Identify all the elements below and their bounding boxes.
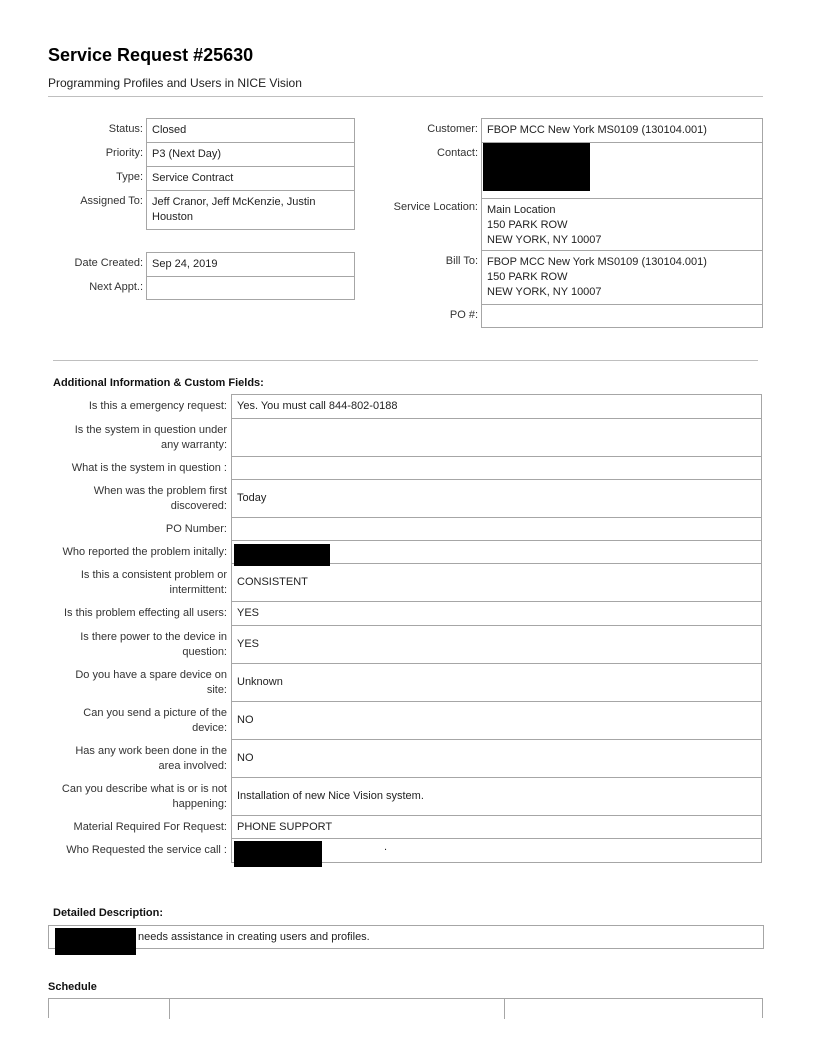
table-row	[56, 602, 762, 626]
assigned-to-value: Jeff Cranor, Jeff McKenzie, Justin Houston	[146, 190, 355, 230]
table-row	[56, 480, 762, 518]
service-location-line2: 150 PARK ROW	[487, 219, 568, 231]
status-value: Closed	[146, 118, 355, 143]
question-label: Do you have a spare device on site:	[75, 668, 227, 696]
table-row	[56, 664, 762, 702]
po-label: PO #:	[449, 309, 478, 321]
po-value	[481, 304, 763, 328]
next-appt-value	[146, 276, 355, 300]
schedule-table	[48, 998, 763, 1018]
date-created-value: Sep 24, 2019	[146, 252, 355, 277]
question-label: Is this problem effecting all users:	[63, 607, 227, 619]
redaction-block	[234, 841, 322, 867]
next-appt-label: Next Appt.:	[89, 281, 143, 293]
type-label: Type:	[116, 171, 143, 183]
column-divider	[169, 999, 170, 1019]
question-label: What is the system in question :	[71, 461, 227, 474]
answer-value: YES	[232, 602, 762, 626]
answer-value	[232, 518, 762, 541]
service-location-line1: Main Location	[487, 204, 556, 216]
description-box	[48, 925, 764, 949]
customer-value: FBOP MCC New York MS0109 (130104.001)	[481, 118, 763, 143]
answer-value: PHONE SUPPORT	[232, 816, 762, 839]
question-label: Is there power to the device in question:	[80, 630, 227, 658]
additional-fields	[56, 394, 762, 863]
table-row	[56, 457, 762, 480]
bill-to-line2: 150 PARK ROW	[487, 271, 568, 283]
answer-value: YES	[232, 626, 762, 664]
question-label: Material Required For Request:	[73, 820, 227, 833]
answer-value	[232, 839, 762, 863]
contact-label: Contact:	[437, 147, 478, 159]
question-label: Who Requested the service call :	[66, 844, 227, 856]
description-heading: Detailed Description:	[53, 907, 164, 919]
service-location-label: Service Location:	[393, 201, 478, 213]
answer-value: NO	[232, 702, 762, 740]
date-created-label: Date Created:	[74, 257, 143, 269]
table-row	[56, 626, 762, 664]
answer-value: Unknown	[232, 664, 762, 702]
contact-value	[481, 142, 763, 199]
bill-to-line3: NEW YORK, NY 10007	[487, 286, 602, 298]
table-row	[56, 702, 762, 740]
table-row	[56, 395, 762, 419]
table-row	[56, 740, 762, 778]
answer-value	[232, 419, 762, 457]
table-row	[56, 839, 762, 863]
question-label: PO Number:	[165, 522, 227, 535]
question-label: Can you send a picture of the device:	[83, 706, 227, 734]
bill-to-label: Bill To:	[445, 255, 478, 267]
bill-to-value	[481, 250, 763, 305]
description-text: needs assistance in creating users and profiles.	[138, 931, 370, 943]
answer-value: NO	[232, 740, 762, 778]
assigned-to-label: Assigned To:	[80, 195, 143, 207]
redaction-block	[483, 143, 590, 191]
answer-value: Yes. You must call 844-802-0188	[232, 395, 762, 419]
header-divider	[48, 96, 763, 97]
question-label: Is this a consistent problem or intermittent:	[80, 568, 227, 596]
answer-value: Installation of new Nice Vision system.	[232, 778, 762, 816]
priority-value: P3 (Next Day)	[146, 142, 355, 167]
service-location-line3: NEW YORK, NY 10007	[487, 234, 602, 246]
column-divider	[504, 999, 505, 1019]
question-label: Is this a emergency request:	[88, 400, 227, 412]
question-label: Is the system in question under any warranty:	[74, 423, 227, 451]
table-row	[56, 564, 762, 602]
question-label: When was the problem first discovered:	[93, 484, 227, 512]
priority-label: Priority:	[105, 147, 143, 159]
section-divider	[53, 360, 758, 361]
table-row	[56, 778, 762, 816]
table-row	[56, 816, 762, 839]
answer-value: CONSISTENT	[232, 564, 762, 602]
additional-heading: Additional Information & Custom Fields:	[53, 377, 264, 389]
schedule-heading: Schedule	[48, 981, 97, 993]
additional-table	[56, 394, 762, 863]
redaction-block	[234, 544, 330, 566]
table-row	[56, 419, 762, 457]
customer-label: Customer:	[427, 123, 478, 135]
table-row	[56, 518, 762, 541]
bill-to-line1: FBOP MCC New York MS0109 (130104.001)	[487, 256, 707, 268]
question-label: Who reported the problem initally:	[62, 545, 227, 558]
page-subtitle: Programming Profiles and Users in NICE Vision	[48, 76, 302, 90]
answer-text: .	[384, 841, 388, 853]
answer-value: Today	[232, 480, 762, 518]
question-label: Can you describe what is or is not happening:	[61, 782, 227, 810]
service-location-value	[481, 198, 763, 251]
answer-value	[232, 541, 762, 564]
page-title: Service Request #25630	[48, 45, 254, 65]
question-label: Has any work been done in the area involved:	[75, 744, 227, 772]
status-label: Status:	[108, 123, 143, 135]
answer-value	[232, 457, 762, 480]
redaction-block	[55, 928, 136, 955]
type-value: Service Contract	[146, 166, 355, 191]
table-row	[56, 541, 762, 564]
